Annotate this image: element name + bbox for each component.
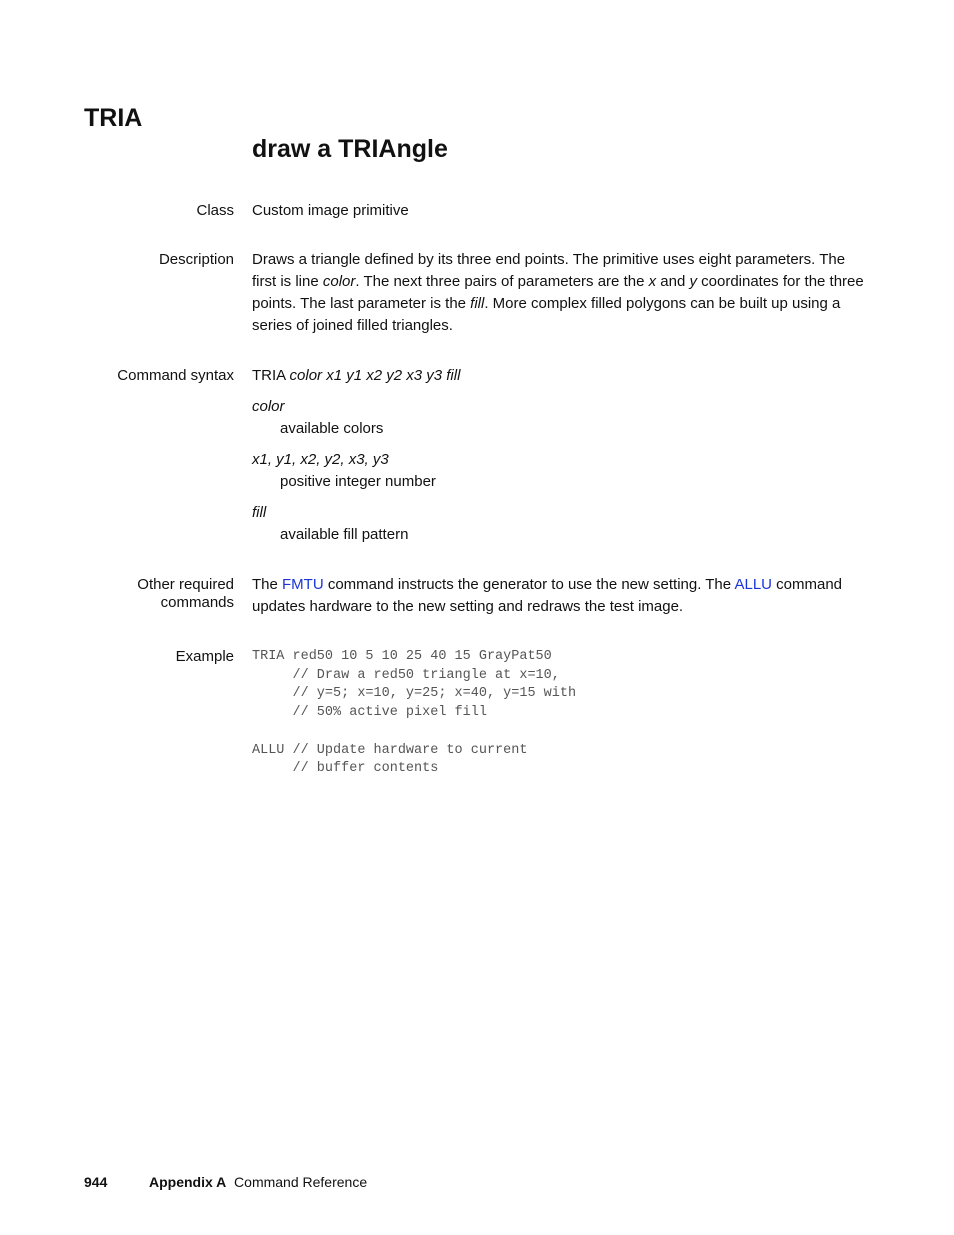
command-title: TRIA (84, 104, 143, 132)
description-text: Draws a triangle defined by its three end points. The primitive uses eight parameters. The first is line color. The next three pairs of parameters are the x and y coordinates for the three points. The last parameter is the fill. More complex filled polygons can be built up using a series of joined filled triangles. (252, 251, 864, 334)
other-text: The FMTU command instructs the generator to use the new setting. The ALLU command updates hardware to the new setting and redraws the test image. (252, 576, 843, 615)
param-name: color (252, 398, 285, 415)
syntax-label: Command syntax (117, 367, 234, 384)
command-subtitle: draw a TRIAngle (252, 135, 448, 163)
example-label: Example (175, 648, 234, 665)
param-desc: positive integer number (280, 473, 436, 490)
param-fill (252, 502, 872, 546)
param-coords (252, 449, 872, 493)
param-color (252, 396, 872, 440)
other-label: Other required commands (137, 576, 234, 611)
param-desc: available fill pattern (280, 526, 409, 543)
class-label: Class (196, 202, 234, 219)
param-name: x1, y1, x2, y2, x3, y3 (252, 451, 389, 468)
footer-section: Appendix A Command Reference (149, 1174, 368, 1190)
description-label: Description (158, 251, 234, 268)
class-value: Custom image primitive (252, 202, 409, 219)
allu-link[interactable]: ALLU (734, 576, 772, 593)
syntax-line: TRIA color x1 y1 x2 y2 x3 y3 fill (252, 367, 461, 384)
fmtu-link[interactable]: FMTU (282, 576, 324, 593)
param-desc: available colors (280, 420, 384, 437)
param-name: fill (252, 504, 267, 521)
page-number: 944 (84, 1174, 108, 1190)
example-code: TRIA red50 10 5 10 25 40 15 GrayPat50 // Draw a red50 triangle at x=10, // y=5; x=10, y=25; x=40, y=15 with // 50% active pixel fill ALLU // Update hardware to current // buffer contents (252, 649, 577, 777)
